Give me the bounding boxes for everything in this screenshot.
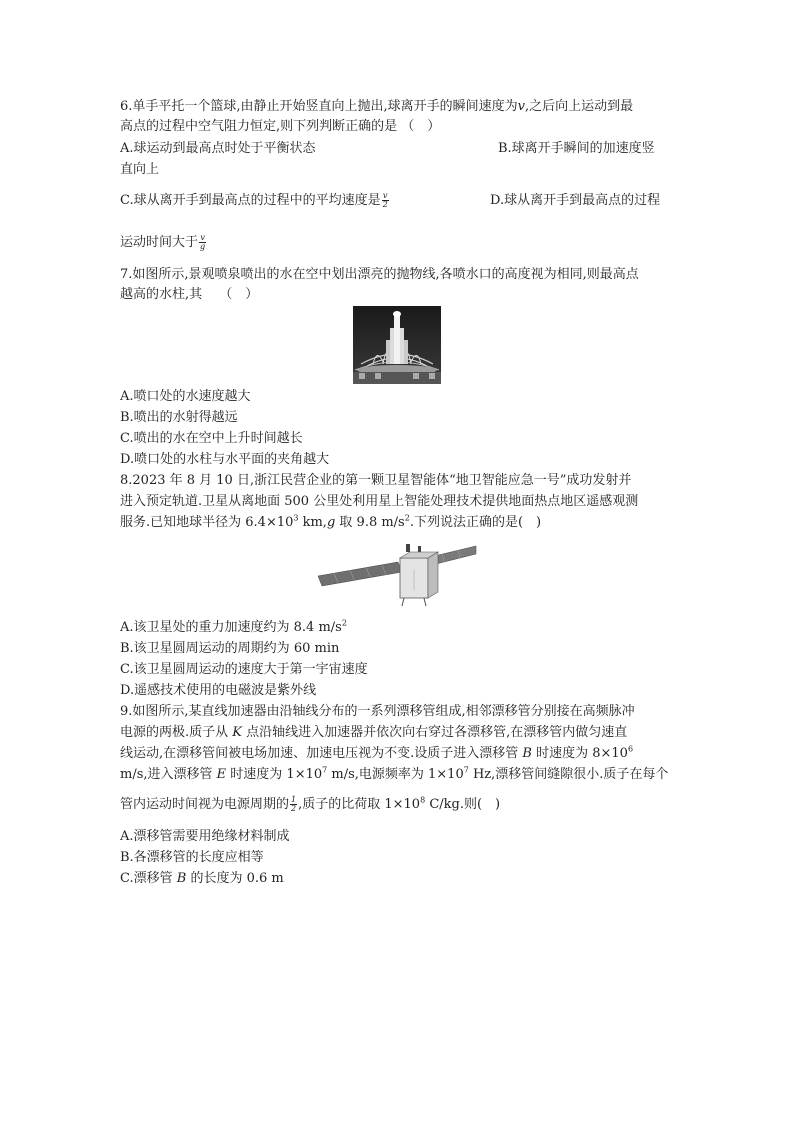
q8-stem-line2: 进入预定轨道.卫星从离地面 500 公里处利用星上智能处理技术提供地面热点地区遥感观测 [120, 494, 639, 509]
q7-option-d: D.喷口处的水柱与水平面的夹角越大 [120, 452, 330, 467]
q6-option-d-fraction: $\frac{v}{g}$ [200, 233, 206, 251]
q6-option-d-cont [120, 234, 207, 252]
fountain-image [353, 306, 441, 384]
q9-option-a: A.漂移管需要用绝缘材料制成 [120, 829, 290, 844]
q9-stem-line5: 管内运动时间视为电源周期的 $\frac{1}{2}$ ,质子的比荷取 $1\times 10^8$ C/kg.则( ) [120, 795, 501, 813]
q6-stem-line1 [120, 98, 633, 116]
q6-option-c-fraction: $\frac{v}{2}$ [382, 191, 388, 209]
q8-option-c: C.该卫星圆周运动的速度大于第一宇宙速度 [120, 662, 368, 677]
q7-option-c: C.喷出的水在空中上升时间越长 [120, 431, 303, 446]
q8-stem-line3: 服务.已知地球半径为 $6.4\times 10^3$ km,g 取 9.8 $m/s^2$.下列说法正确的是( ) [120, 513, 542, 530]
q7-stem-line2: 越高的水柱,其 （ ） [120, 287, 259, 302]
q8-stem-line1: 8.2023 年 8 月 10 日,浙江民营企业的第一颗卫星智能体“地卫智能应急一号”成功发射并 [120, 473, 632, 488]
q6-option-c-text: C.球从离开手到最高点的过程中的平均速度是 [120, 193, 381, 208]
q6-option-d-text: 运动时间大于 [120, 235, 199, 250]
q6-option-d: D.球从离开手到最高点的过程 [490, 193, 661, 208]
q7-stem-line1: 7.如图所示,景观喷泉喷出的水在空中划出漂亮的抛物线,各喷水口的高度视为相同,则最高点 [120, 267, 639, 282]
q6-stem-line2: 高点的过程中空气阻力恒定,则下列判断正确的是 （ ） [120, 119, 441, 134]
q7-option-a: A.喷口处的水速度越大 [120, 389, 251, 404]
q8-option-a: A.该卫星处的重力加速度约为 8.4 $m/s^2$ [120, 618, 347, 635]
q8-option-b: B.该卫星圆周运动的周期约为 60 min [120, 641, 340, 656]
q9-stem-line1: 9.如图所示,某直线加速器由沿轴线分布的一系列漂移管组成,相邻漂移管分别接在高频脉冲 [120, 704, 635, 719]
q6-var-v: v [517, 99, 526, 114]
q6-stem-text: 6.单手平托一个篮球,由静止开始竖直向上抛出,球离开手的瞬间速度为 [120, 99, 518, 114]
satellite-image [316, 540, 478, 608]
q9-option-b: B.各漂移管的长度应相等 [120, 850, 264, 865]
q6-option-a: A.球运动到最高点时处于平衡状态 [120, 141, 316, 156]
q6-option-b: B.球离开手瞬间的加速度竖 [498, 141, 655, 156]
q6-option-b-cont: 直向上 [120, 162, 160, 177]
q8-option-d: D.遥感技术使用的电磁波是紫外线 [120, 683, 317, 698]
q9-stem-line4: m/s,进入漂移管 E 时速度为 $1\times 10^7$ m/s,电源频率为 $1\times 10^7$ Hz,漂移管间缝隙很小.质子在每个 [120, 765, 669, 782]
q9-option-c: C.漂移管 B 的长度为 0.6 m [120, 871, 284, 886]
q9-stem-line2: 电源的两极.质子从 K 点沿轴线进入加速器并依次向右穿过各漂移管,在漂移管内做匀速直 [120, 725, 628, 740]
q6-stem-text-b: ,之后向上运动到最 [525, 99, 634, 114]
q6-option-c [120, 192, 390, 210]
q9-stem-line3: 线运动,在漂移管间被电场加速、加速电压视为不变.设质子进入漂移管 B 时速度为 $8\times 10^6$ [120, 744, 634, 761]
q7-option-b: B.喷出的水射得越远 [120, 410, 238, 425]
q9-fraction: $\frac{1}{2}$ [291, 795, 297, 813]
